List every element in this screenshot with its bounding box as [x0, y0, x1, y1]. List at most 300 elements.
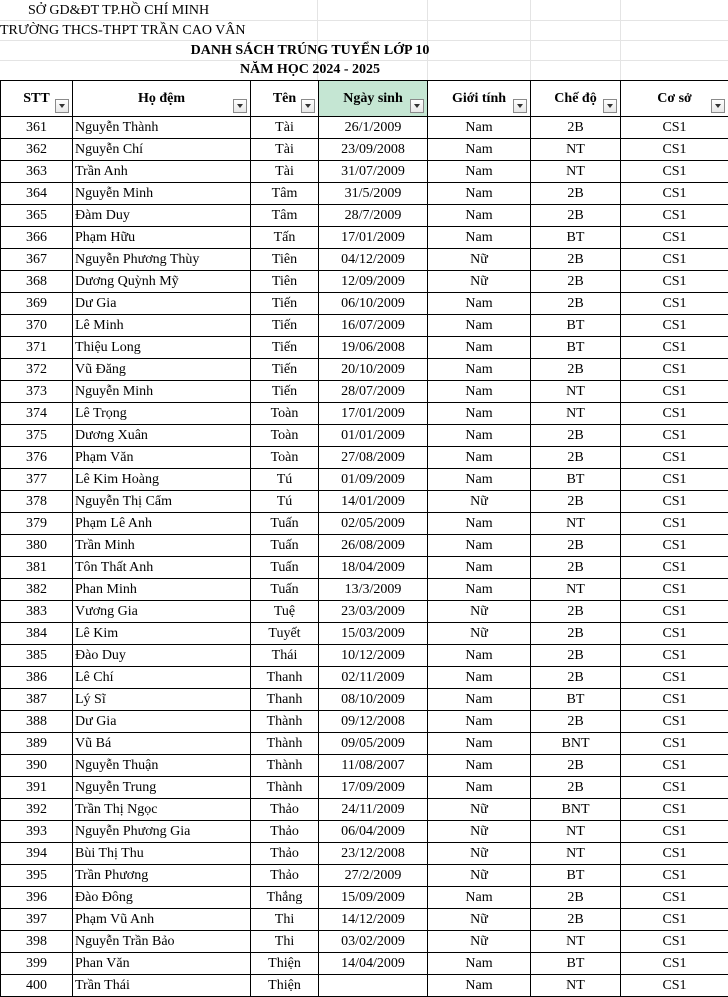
- cell-che-do[interactable]: 2B: [531, 711, 621, 733]
- cell-che-do[interactable]: BT: [531, 865, 621, 887]
- cell-ngay-sinh[interactable]: 23/03/2009: [319, 601, 428, 623]
- cell-ngay-sinh[interactable]: 15/03/2009: [319, 623, 428, 645]
- cell-ngay-sinh[interactable]: 20/10/2009: [319, 359, 428, 381]
- cell-ho-dem[interactable]: Phan Minh: [73, 579, 251, 601]
- cell-stt[interactable]: 398: [1, 931, 73, 953]
- cell-ten[interactable]: Tú: [251, 469, 319, 491]
- cell-ho-dem[interactable]: Tôn Thất Anh: [73, 557, 251, 579]
- cell-ten[interactable]: Tiến: [251, 337, 319, 359]
- cell-ngay-sinh[interactable]: 18/04/2009: [319, 557, 428, 579]
- cell-ho-dem[interactable]: Vương Gia: [73, 601, 251, 623]
- cell-co-so[interactable]: CS1: [621, 469, 728, 491]
- cell-che-do[interactable]: BT: [531, 227, 621, 249]
- cell-gioi-tinh[interactable]: Nữ: [428, 865, 531, 887]
- cell-ho-dem[interactable]: Dư Gia: [73, 293, 251, 315]
- cell-ngay-sinh[interactable]: 23/12/2008: [319, 843, 428, 865]
- cell-stt[interactable]: 371: [1, 337, 73, 359]
- table-row: [1, 887, 728, 909]
- cell-gioi-tinh[interactable]: Nữ: [428, 491, 531, 513]
- cell-ten[interactable]: Toàn: [251, 403, 319, 425]
- cell-ho-dem[interactable]: Trần Thái: [73, 975, 251, 997]
- cell-stt[interactable]: 380: [1, 535, 73, 557]
- cell-ho-dem[interactable]: Thiệu Long: [73, 337, 251, 359]
- cell-ngay-sinh[interactable]: 06/04/2009: [319, 821, 428, 843]
- cell-che-do[interactable]: 2B: [531, 777, 621, 799]
- cell-ngay-sinh[interactable]: 09/12/2008: [319, 711, 428, 733]
- cell-co-so[interactable]: CS1: [621, 315, 728, 337]
- cell-ho-dem[interactable]: Bùi Thị Thu: [73, 843, 251, 865]
- cell-ho-dem[interactable]: Lê Kim: [73, 623, 251, 645]
- cell-che-do[interactable]: 2B: [531, 249, 621, 271]
- cell-co-so[interactable]: CS1: [621, 711, 728, 733]
- cell-che-do[interactable]: BNT: [531, 799, 621, 821]
- cell-gioi-tinh[interactable]: Nữ: [428, 601, 531, 623]
- cell-gioi-tinh[interactable]: Nam: [428, 381, 531, 403]
- cell-ho-dem[interactable]: Lý Sĩ: [73, 689, 251, 711]
- cell-ten[interactable]: Thi: [251, 931, 319, 953]
- cell-ho-dem[interactable]: Đàm Duy: [73, 205, 251, 227]
- cell-co-so[interactable]: CS1: [621, 689, 728, 711]
- filter-dropdown-icon[interactable]: [603, 99, 617, 113]
- cell-stt[interactable]: 393: [1, 821, 73, 843]
- cell-co-so[interactable]: CS1: [621, 755, 728, 777]
- cell-ten[interactable]: Tiến: [251, 359, 319, 381]
- cell-ho-dem[interactable]: Lê Kim Hoàng: [73, 469, 251, 491]
- cell-gioi-tinh[interactable]: Nữ: [428, 249, 531, 271]
- cell-ho-dem[interactable]: Phạm Văn: [73, 447, 251, 469]
- cell-ngay-sinh[interactable]: 19/06/2008: [319, 337, 428, 359]
- cell-stt[interactable]: 373: [1, 381, 73, 403]
- cell-gioi-tinh[interactable]: Nam: [428, 513, 531, 535]
- cell-co-so[interactable]: CS1: [621, 293, 728, 315]
- cell-ngay-sinh[interactable]: 01/01/2009: [319, 425, 428, 447]
- cell-che-do[interactable]: 2B: [531, 887, 621, 909]
- cell-che-do[interactable]: NT: [531, 975, 621, 997]
- cell-gioi-tinh[interactable]: Nam: [428, 139, 531, 161]
- cell-ho-dem[interactable]: Vũ Bá: [73, 733, 251, 755]
- cell-ten[interactable]: Thành: [251, 777, 319, 799]
- filter-dropdown-icon[interactable]: [301, 99, 315, 113]
- cell-ten[interactable]: Tuấn: [251, 557, 319, 579]
- cell-co-so[interactable]: CS1: [621, 381, 728, 403]
- cell-stt[interactable]: 365: [1, 205, 73, 227]
- cell-co-so[interactable]: CS1: [621, 491, 728, 513]
- cell-che-do[interactable]: BT: [531, 315, 621, 337]
- cell-co-so[interactable]: CS1: [621, 777, 728, 799]
- cell-ngay-sinh[interactable]: 26/08/2009: [319, 535, 428, 557]
- cell-co-so[interactable]: CS1: [621, 425, 728, 447]
- cell-che-do[interactable]: BT: [531, 953, 621, 975]
- cell-gioi-tinh[interactable]: Nam: [428, 205, 531, 227]
- cell-che-do[interactable]: BT: [531, 469, 621, 491]
- cell-ten[interactable]: Thắng: [251, 887, 319, 909]
- cell-stt[interactable]: 397: [1, 909, 73, 931]
- cell-stt[interactable]: 368: [1, 271, 73, 293]
- cell-ho-dem[interactable]: Dương Xuân: [73, 425, 251, 447]
- cell-gioi-tinh[interactable]: Nam: [428, 755, 531, 777]
- cell-che-do[interactable]: NT: [531, 931, 621, 953]
- cell-ngay-sinh[interactable]: 15/09/2009: [319, 887, 428, 909]
- cell-gioi-tinh[interactable]: Nam: [428, 315, 531, 337]
- cell-ten[interactable]: Tâm: [251, 183, 319, 205]
- cell-che-do[interactable]: 2B: [531, 359, 621, 381]
- cell-co-so[interactable]: CS1: [621, 821, 728, 843]
- cell-stt[interactable]: 366: [1, 227, 73, 249]
- cell-che-do[interactable]: 2B: [531, 425, 621, 447]
- cell-stt[interactable]: 400: [1, 975, 73, 997]
- cell-ho-dem[interactable]: Phạm Hữu: [73, 227, 251, 249]
- cell-stt[interactable]: 390: [1, 755, 73, 777]
- cell-ngay-sinh[interactable]: 24/11/2009: [319, 799, 428, 821]
- cell-ngay-sinh[interactable]: [319, 975, 428, 997]
- cell-ho-dem[interactable]: Nguyễn Chí: [73, 139, 251, 161]
- cell-ten[interactable]: Tiên: [251, 271, 319, 293]
- cell-stt[interactable]: 361: [1, 117, 73, 139]
- cell-gioi-tinh[interactable]: Nam: [428, 733, 531, 755]
- cell-co-so[interactable]: CS1: [621, 887, 728, 909]
- cell-che-do[interactable]: 2B: [531, 557, 621, 579]
- cell-ngay-sinh[interactable]: 08/10/2009: [319, 689, 428, 711]
- cell-co-so[interactable]: CS1: [621, 975, 728, 997]
- cell-ho-dem[interactable]: Nguyễn Trần Bảo: [73, 931, 251, 953]
- cell-gioi-tinh[interactable]: Nam: [428, 777, 531, 799]
- cell-ten[interactable]: Thiện: [251, 953, 319, 975]
- cell-ngay-sinh[interactable]: 03/02/2009: [319, 931, 428, 953]
- cell-ngay-sinh[interactable]: 17/09/2009: [319, 777, 428, 799]
- cell-stt[interactable]: 379: [1, 513, 73, 535]
- table-row: [1, 975, 728, 997]
- cell-gioi-tinh[interactable]: Nam: [428, 227, 531, 249]
- cell-ten[interactable]: Thảo: [251, 843, 319, 865]
- cell-gioi-tinh[interactable]: Nam: [428, 689, 531, 711]
- cell-gioi-tinh[interactable]: Nam: [428, 403, 531, 425]
- cell-ho-dem[interactable]: Phan Văn: [73, 953, 251, 975]
- cell-co-so[interactable]: CS1: [621, 843, 728, 865]
- cell-ten[interactable]: Thi: [251, 909, 319, 931]
- cell-stt[interactable]: 389: [1, 733, 73, 755]
- cell-co-so[interactable]: CS1: [621, 117, 728, 139]
- cell-co-so[interactable]: CS1: [621, 535, 728, 557]
- cell-stt[interactable]: 364: [1, 183, 73, 205]
- cell-ten[interactable]: Tuấn: [251, 535, 319, 557]
- table-row: [1, 425, 728, 447]
- cell-stt[interactable]: 394: [1, 843, 73, 865]
- cell-ho-dem[interactable]: Nguyễn Minh: [73, 381, 251, 403]
- cell-ten[interactable]: Tiên: [251, 249, 319, 271]
- cell-ten[interactable]: Tuyết: [251, 623, 319, 645]
- cell-che-do[interactable]: 2B: [531, 623, 621, 645]
- table-row: [1, 381, 728, 403]
- cell-gioi-tinh[interactable]: Nam: [428, 535, 531, 557]
- cell-che-do[interactable]: 2B: [531, 755, 621, 777]
- cell-ngay-sinh[interactable]: 13/3/2009: [319, 579, 428, 601]
- cell-stt[interactable]: 378: [1, 491, 73, 513]
- cell-che-do[interactable]: 2B: [531, 645, 621, 667]
- cell-ngay-sinh[interactable]: 14/01/2009: [319, 491, 428, 513]
- cell-stt[interactable]: 363: [1, 161, 73, 183]
- cell-gioi-tinh[interactable]: Nam: [428, 667, 531, 689]
- cell-ho-dem[interactable]: Vũ Đăng: [73, 359, 251, 381]
- cell-gioi-tinh[interactable]: Nữ: [428, 271, 531, 293]
- cell-ngay-sinh[interactable]: 12/09/2009: [319, 271, 428, 293]
- cell-che-do[interactable]: 2B: [531, 293, 621, 315]
- cell-che-do[interactable]: 2B: [531, 491, 621, 513]
- cell-co-so[interactable]: CS1: [621, 909, 728, 931]
- cell-ngay-sinh[interactable]: 01/09/2009: [319, 469, 428, 491]
- cell-gioi-tinh[interactable]: Nữ: [428, 623, 531, 645]
- filter-dropdown-icon[interactable]: [233, 99, 247, 113]
- cell-ngay-sinh[interactable]: 26/1/2009: [319, 117, 428, 139]
- cell-stt[interactable]: 369: [1, 293, 73, 315]
- cell-ten[interactable]: Tuấn: [251, 513, 319, 535]
- cell-co-so[interactable]: CS1: [621, 931, 728, 953]
- cell-che-do[interactable]: 2B: [531, 205, 621, 227]
- cell-che-do[interactable]: 2B: [531, 271, 621, 293]
- cell-gioi-tinh[interactable]: Nam: [428, 447, 531, 469]
- cell-co-so[interactable]: CS1: [621, 249, 728, 271]
- cell-gioi-tinh[interactable]: Nữ: [428, 799, 531, 821]
- cell-stt[interactable]: 382: [1, 579, 73, 601]
- cell-gioi-tinh[interactable]: Nam: [428, 293, 531, 315]
- cell-ten[interactable]: Thái: [251, 645, 319, 667]
- col-header-ho-dem: Họ đệm: [73, 81, 251, 117]
- cell-ngay-sinh[interactable]: 10/12/2009: [319, 645, 428, 667]
- cell-che-do[interactable]: 2B: [531, 667, 621, 689]
- cell-che-do[interactable]: BNT: [531, 733, 621, 755]
- cell-co-so[interactable]: CS1: [621, 139, 728, 161]
- cell-gioi-tinh[interactable]: Nam: [428, 579, 531, 601]
- filter-dropdown-icon[interactable]: [410, 99, 424, 113]
- cell-ten[interactable]: Toàn: [251, 447, 319, 469]
- cell-stt[interactable]: 384: [1, 623, 73, 645]
- cell-ten[interactable]: Thành: [251, 733, 319, 755]
- cell-ten[interactable]: Toàn: [251, 425, 319, 447]
- cell-gioi-tinh[interactable]: Nam: [428, 711, 531, 733]
- cell-ten[interactable]: Thành: [251, 755, 319, 777]
- cell-gioi-tinh[interactable]: Nam: [428, 887, 531, 909]
- cell-gioi-tinh[interactable]: Nam: [428, 645, 531, 667]
- cell-che-do[interactable]: NT: [531, 821, 621, 843]
- cell-co-so[interactable]: CS1: [621, 645, 728, 667]
- cell-ngay-sinh[interactable]: 28/07/2009: [319, 381, 428, 403]
- cell-co-so[interactable]: CS1: [621, 601, 728, 623]
- cell-gioi-tinh[interactable]: Nam: [428, 557, 531, 579]
- cell-ten[interactable]: Thanh: [251, 667, 319, 689]
- table-row: [1, 557, 728, 579]
- cell-co-so[interactable]: CS1: [621, 183, 728, 205]
- table-row: [1, 799, 728, 821]
- cell-ten[interactable]: Tiến: [251, 315, 319, 337]
- cell-stt[interactable]: 376: [1, 447, 73, 469]
- cell-ten[interactable]: Thành: [251, 711, 319, 733]
- cell-ngay-sinh[interactable]: 31/5/2009: [319, 183, 428, 205]
- cell-stt[interactable]: 367: [1, 249, 73, 271]
- cell-ho-dem[interactable]: Trần Minh: [73, 535, 251, 557]
- cell-stt[interactable]: 386: [1, 667, 73, 689]
- cell-ho-dem[interactable]: Nguyễn Minh: [73, 183, 251, 205]
- cell-ngay-sinh[interactable]: 04/12/2009: [319, 249, 428, 271]
- cell-gioi-tinh[interactable]: Nữ: [428, 821, 531, 843]
- cell-stt[interactable]: 388: [1, 711, 73, 733]
- cell-gioi-tinh[interactable]: Nam: [428, 469, 531, 491]
- cell-co-so[interactable]: CS1: [621, 799, 728, 821]
- cell-co-so[interactable]: CS1: [621, 271, 728, 293]
- cell-stt[interactable]: 396: [1, 887, 73, 909]
- cell-stt[interactable]: 375: [1, 425, 73, 447]
- cell-che-do[interactable]: NT: [531, 139, 621, 161]
- cell-che-do[interactable]: NT: [531, 579, 621, 601]
- cell-stt[interactable]: 383: [1, 601, 73, 623]
- cell-stt[interactable]: 387: [1, 689, 73, 711]
- cell-ho-dem[interactable]: Phạm Lê Anh: [73, 513, 251, 535]
- cell-ho-dem[interactable]: Đào Đông: [73, 887, 251, 909]
- cell-ngay-sinh[interactable]: 09/05/2009: [319, 733, 428, 755]
- cell-gioi-tinh[interactable]: Nam: [428, 425, 531, 447]
- cell-co-so[interactable]: CS1: [621, 337, 728, 359]
- cell-stt[interactable]: 385: [1, 645, 73, 667]
- cell-gioi-tinh[interactable]: Nữ: [428, 909, 531, 931]
- cell-ho-dem[interactable]: Nguyễn Thành: [73, 117, 251, 139]
- cell-gioi-tinh[interactable]: Nam: [428, 161, 531, 183]
- cell-che-do[interactable]: 2B: [531, 447, 621, 469]
- cell-ngay-sinh[interactable]: 31/07/2009: [319, 161, 428, 183]
- cell-che-do[interactable]: 2B: [531, 601, 621, 623]
- cell-ngay-sinh[interactable]: 06/10/2009: [319, 293, 428, 315]
- cell-ten[interactable]: Tài: [251, 139, 319, 161]
- cell-ngay-sinh[interactable]: 17/01/2009: [319, 227, 428, 249]
- filter-dropdown-icon[interactable]: [711, 99, 725, 113]
- cell-co-so[interactable]: CS1: [621, 205, 728, 227]
- cell-ten[interactable]: Tài: [251, 117, 319, 139]
- cell-che-do[interactable]: 2B: [531, 183, 621, 205]
- cell-co-so[interactable]: CS1: [621, 623, 728, 645]
- cell-ho-dem[interactable]: Trần Anh: [73, 161, 251, 183]
- cell-stt[interactable]: 370: [1, 315, 73, 337]
- cell-gioi-tinh[interactable]: Nữ: [428, 843, 531, 865]
- cell-gioi-tinh[interactable]: Nam: [428, 183, 531, 205]
- cell-ngay-sinh[interactable]: 02/05/2009: [319, 513, 428, 535]
- cell-che-do[interactable]: BT: [531, 689, 621, 711]
- cell-ho-dem[interactable]: Nguyễn Phương Gia: [73, 821, 251, 843]
- cell-ho-dem[interactable]: Nguyễn Thị Cẩm: [73, 491, 251, 513]
- cell-gioi-tinh[interactable]: Nam: [428, 117, 531, 139]
- department-name: SỞ GD&ĐT TP.HỒ CHÍ MINH: [28, 1, 318, 21]
- col-header-stt: STT: [1, 81, 73, 117]
- cell-ten[interactable]: Tiến: [251, 293, 319, 315]
- cell-che-do[interactable]: NT: [531, 843, 621, 865]
- cell-co-so[interactable]: CS1: [621, 513, 728, 535]
- cell-ngay-sinh[interactable]: 17/01/2009: [319, 403, 428, 425]
- cell-gioi-tinh[interactable]: Nam: [428, 359, 531, 381]
- cell-ho-dem[interactable]: Đào Duy: [73, 645, 251, 667]
- cell-stt[interactable]: 392: [1, 799, 73, 821]
- cell-ho-dem[interactable]: Lê Trọng: [73, 403, 251, 425]
- filter-dropdown-icon[interactable]: [513, 99, 527, 113]
- cell-co-so[interactable]: CS1: [621, 667, 728, 689]
- filter-dropdown-icon[interactable]: [55, 99, 69, 113]
- cell-stt[interactable]: 377: [1, 469, 73, 491]
- cell-ho-dem[interactable]: Trần Thị Ngọc: [73, 799, 251, 821]
- cell-gioi-tinh[interactable]: Nữ: [428, 931, 531, 953]
- cell-ho-dem[interactable]: Nguyễn Trung: [73, 777, 251, 799]
- cell-gioi-tinh[interactable]: Nam: [428, 337, 531, 359]
- table-row: [1, 117, 728, 139]
- table-row: [1, 271, 728, 293]
- cell-ngay-sinh[interactable]: 02/11/2009: [319, 667, 428, 689]
- cell-ho-dem[interactable]: Lê Minh: [73, 315, 251, 337]
- cell-co-so[interactable]: CS1: [621, 403, 728, 425]
- cell-ten[interactable]: Tấn: [251, 227, 319, 249]
- cell-che-do[interactable]: 2B: [531, 909, 621, 931]
- cell-che-do[interactable]: NT: [531, 513, 621, 535]
- cell-ngay-sinh[interactable]: 11/08/2007: [319, 755, 428, 777]
- cell-ho-dem[interactable]: Dư Gia: [73, 711, 251, 733]
- cell-ten[interactable]: Thảo: [251, 821, 319, 843]
- cell-ho-dem[interactable]: Nguyễn Phương Thùy: [73, 249, 251, 271]
- cell-co-so[interactable]: CS1: [621, 557, 728, 579]
- cell-stt[interactable]: 381: [1, 557, 73, 579]
- cell-ngay-sinh[interactable]: 16/07/2009: [319, 315, 428, 337]
- cell-ten[interactable]: Tâm: [251, 205, 319, 227]
- cell-co-so[interactable]: CS1: [621, 359, 728, 381]
- cell-che-do[interactable]: 2B: [531, 117, 621, 139]
- cell-ho-dem[interactable]: Dương Quỳnh Mỹ: [73, 271, 251, 293]
- cell-ngay-sinh[interactable]: 28/7/2009: [319, 205, 428, 227]
- cell-stt[interactable]: 399: [1, 953, 73, 975]
- cell-ten[interactable]: Tú: [251, 491, 319, 513]
- cell-ten[interactable]: Thanh: [251, 689, 319, 711]
- cell-ten[interactable]: Tiến: [251, 381, 319, 403]
- cell-che-do[interactable]: 2B: [531, 535, 621, 557]
- cell-ngay-sinh[interactable]: 27/08/2009: [319, 447, 428, 469]
- cell-stt[interactable]: 391: [1, 777, 73, 799]
- cell-stt[interactable]: 374: [1, 403, 73, 425]
- cell-ten[interactable]: Tuấn: [251, 579, 319, 601]
- cell-ngay-sinh[interactable]: 14/12/2009: [319, 909, 428, 931]
- cell-ho-dem[interactable]: Nguyễn Thuận: [73, 755, 251, 777]
- cell-co-so[interactable]: CS1: [621, 447, 728, 469]
- cell-co-so[interactable]: CS1: [621, 733, 728, 755]
- cell-ten[interactable]: Tuệ: [251, 601, 319, 623]
- cell-stt[interactable]: 395: [1, 865, 73, 887]
- cell-ngay-sinh[interactable]: 14/04/2009: [319, 953, 428, 975]
- cell-ten[interactable]: Thiện: [251, 975, 319, 997]
- cell-ngay-sinh[interactable]: 23/09/2008: [319, 139, 428, 161]
- cell-gioi-tinh[interactable]: Nam: [428, 975, 531, 997]
- cell-che-do[interactable]: NT: [531, 403, 621, 425]
- cell-ho-dem[interactable]: Trần Phương: [73, 865, 251, 887]
- cell-co-so[interactable]: CS1: [621, 579, 728, 601]
- cell-che-do[interactable]: BT: [531, 337, 621, 359]
- cell-che-do[interactable]: NT: [531, 381, 621, 403]
- cell-co-so[interactable]: CS1: [621, 227, 728, 249]
- cell-gioi-tinh[interactable]: Nam: [428, 953, 531, 975]
- cell-co-so[interactable]: CS1: [621, 953, 728, 975]
- cell-co-so[interactable]: CS1: [621, 865, 728, 887]
- list-title: DANH SÁCH TRÚNG TUYỂN LỚP 10: [0, 42, 620, 60]
- cell-ho-dem[interactable]: Lê Chí: [73, 667, 251, 689]
- cell-stt[interactable]: 362: [1, 139, 73, 161]
- cell-ten[interactable]: Thảo: [251, 865, 319, 887]
- cell-ngay-sinh[interactable]: 27/2/2009: [319, 865, 428, 887]
- table-row: [1, 755, 728, 777]
- cell-che-do[interactable]: NT: [531, 161, 621, 183]
- cell-ten[interactable]: Thảo: [251, 799, 319, 821]
- cell-ho-dem[interactable]: Phạm Vũ Anh: [73, 909, 251, 931]
- cell-co-so[interactable]: CS1: [621, 161, 728, 183]
- cell-stt[interactable]: 372: [1, 359, 73, 381]
- cell-ten[interactable]: Tài: [251, 161, 319, 183]
